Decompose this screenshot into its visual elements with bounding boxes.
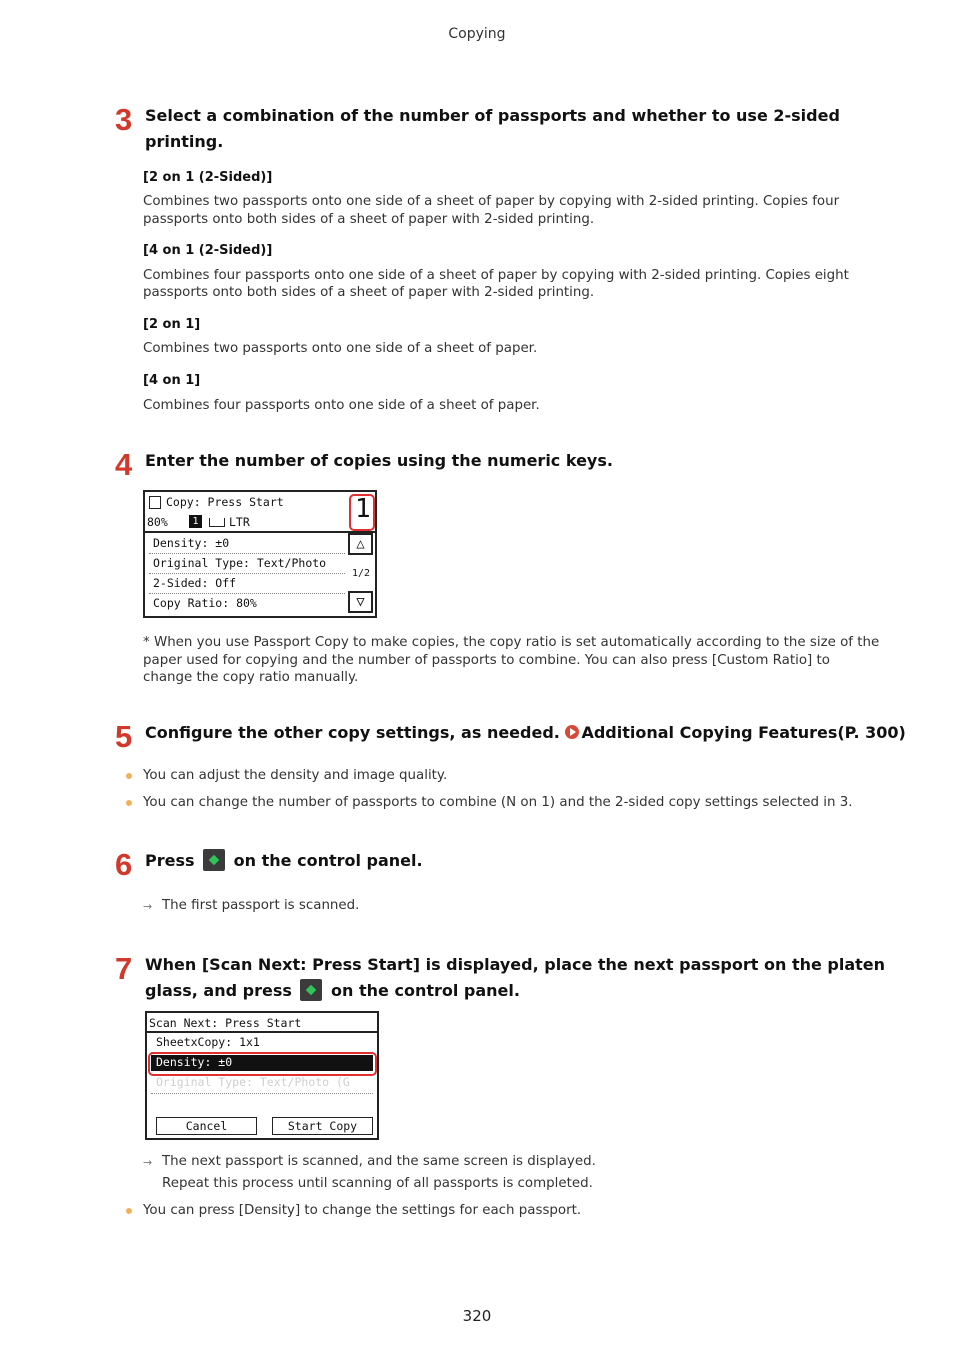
chevron-down-icon: ▽	[356, 594, 365, 610]
start-key-icon	[300, 979, 322, 1001]
lcd-screen-scan-next	[145, 1011, 379, 1140]
step-number: 4	[115, 447, 133, 482]
setting-copy-ratio[interactable]: Copy Ratio: 80%	[153, 596, 257, 610]
result-arrow-icon: →	[143, 1156, 152, 1169]
xref-link[interactable]: Additional Copying Features(P. 300)	[581, 723, 906, 742]
lcd-screen-copy	[143, 490, 377, 618]
lcd-status: Copy: Press Start	[166, 495, 284, 509]
lcd-ratio: 80%	[147, 515, 168, 529]
note-text: paper used for copying and the number of passports to combine. You can also press [Custom Ratio] to	[143, 653, 830, 668]
scroll-down-button[interactable]	[348, 591, 373, 613]
setting-density[interactable]: Density: ±0	[153, 536, 230, 550]
step-number: 3	[115, 102, 133, 137]
result-arrow-icon: →	[143, 900, 152, 913]
bullet-text: You can change the number of passports to combine (N on 1) and the 2-sided copy settings selected in 3.	[143, 795, 853, 810]
option-desc: Combines two passports onto one side of a sheet of paper.	[143, 341, 538, 356]
step-title: printing.	[145, 132, 224, 151]
step-title-text: on the control panel.	[331, 981, 520, 1000]
lcd-status: Scan Next: Press Start	[149, 1016, 302, 1030]
result-text: The next passport is scanned, and the same screen is displayed.	[162, 1154, 596, 1169]
bullet-text: You can adjust the density and image quality.	[143, 768, 448, 783]
bullet-icon	[126, 773, 132, 779]
copy-icon	[149, 496, 161, 509]
chevron-up-icon: △	[356, 536, 365, 552]
step-title: Select a combination of the number of passports and whether to use 2-sided	[145, 106, 840, 125]
setting-density[interactable]: Density: ±0	[156, 1055, 233, 1069]
running-header: Copying	[448, 26, 506, 42]
page-number: 320	[462, 1307, 492, 1325]
bullet-text: You can press [Density] to change the settings for each passport.	[143, 1203, 582, 1218]
option-desc: Combines four passports onto one side of a sheet of paper by copying with 2-sided printing. Copies eight	[143, 268, 849, 283]
step-title	[145, 978, 520, 1004]
step-title: Enter the number of copies using the numeric keys.	[145, 451, 613, 470]
option-desc: Combines two passports onto one side of a sheet of paper by copying with 2-sided printing. Copies four	[143, 194, 840, 209]
option-label: [2 on 1 (2-Sided)]	[143, 170, 273, 185]
scroll-up-button[interactable]	[348, 533, 373, 555]
step-title	[145, 720, 906, 746]
start-copy-button[interactable]: Start Copy	[272, 1117, 373, 1135]
setting-original-type[interactable]: Original Type: Text/Photo	[153, 556, 327, 570]
result-text: Repeat this process until scanning of all passports is completed.	[162, 1176, 593, 1191]
option-label: [4 on 1]	[143, 373, 201, 388]
option-desc: passports onto both sides of a sheet of paper with 2-sided printing.	[143, 212, 595, 227]
step-title-text: Press	[145, 851, 195, 870]
step-number: 5	[115, 719, 133, 754]
step-title-text: on the control panel.	[233, 851, 423, 870]
copy-count: 1	[355, 494, 371, 524]
note-text: * When you use Passport Copy to make copies, the copy ratio is set automatically according to the size of the	[143, 635, 880, 650]
result-text: The first passport is scanned.	[162, 898, 360, 913]
start-key-icon	[203, 849, 225, 871]
setting-2-sided[interactable]: 2-Sided: Off	[153, 576, 237, 590]
link-arrow-icon	[565, 725, 579, 739]
copies-badge: 1	[189, 515, 202, 528]
lcd-paper: LTR	[229, 515, 250, 529]
bullet-icon	[126, 800, 132, 806]
option-desc: passports onto both sides of a sheet of paper with 2-sided printing.	[143, 285, 595, 300]
bullet-icon	[126, 1208, 132, 1214]
setting-sheet-copy[interactable]: SheetxCopy: 1x1	[156, 1035, 260, 1049]
density-highlight	[148, 1052, 377, 1076]
note-text: change the copy ratio manually.	[143, 670, 359, 685]
step-title: When [Scan Next: Press Start] is displayed, place the next passport on the platen	[145, 955, 886, 974]
option-label: [4 on 1 (2-Sided)]	[143, 243, 273, 258]
page-indicator: 1/2	[352, 568, 371, 579]
paper-tray-icon	[209, 518, 225, 527]
option-label: [2 on 1]	[143, 317, 201, 332]
step-title-text: Configure the other copy settings, as needed.	[145, 723, 560, 742]
step-title-text: glass, and press	[145, 981, 292, 1000]
option-desc: Combines four passports onto one side of a sheet of paper.	[143, 398, 540, 413]
step-number: 7	[115, 951, 133, 986]
cancel-button[interactable]: Cancel	[156, 1117, 257, 1135]
step-number: 6	[115, 847, 133, 882]
setting-original-type: Original Type: Text/Photo (G	[156, 1075, 350, 1089]
step-title	[145, 848, 423, 874]
